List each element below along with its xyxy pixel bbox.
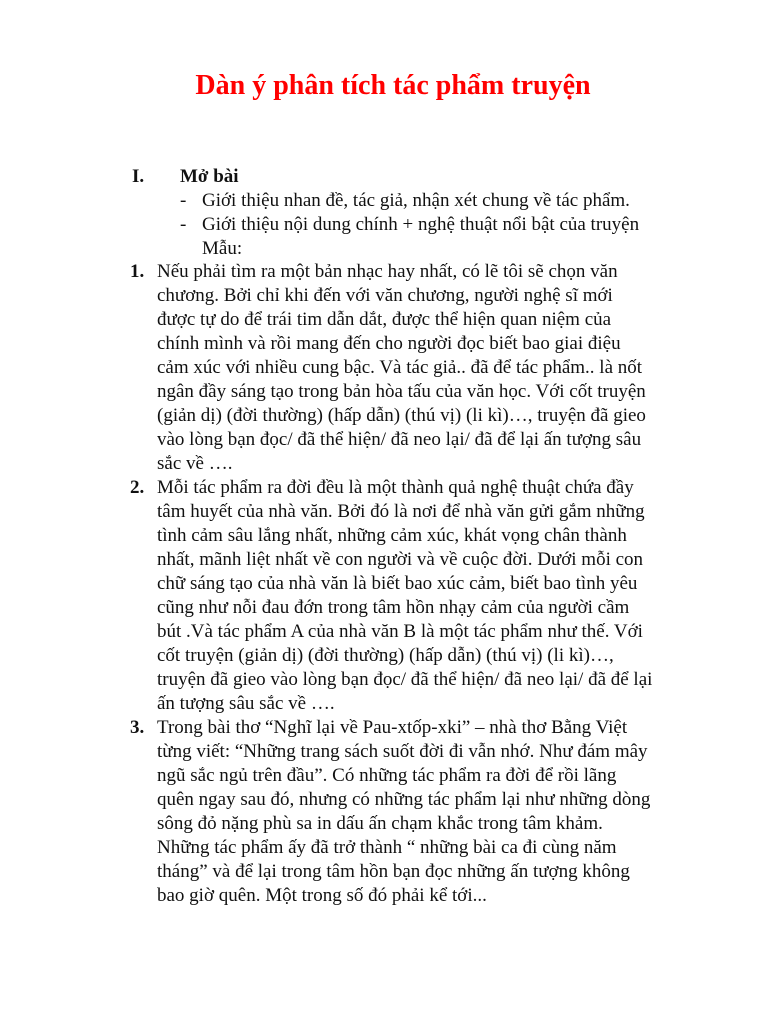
text-line: Mỗi tác phẩm ra đời đều là một thành quả nghệ thuật chứa đầy	[157, 477, 634, 498]
item-text	[157, 476, 700, 716]
section-bullet-list	[132, 189, 652, 261]
text-line: (giản dị) (đời thường) (hấp dẫn) (thú vị) (li kì)…, truyện đã gieo	[157, 405, 646, 426]
bullet-item	[132, 189, 652, 213]
text-line: bao giờ quên. Một trong số đó phải kể tới...	[157, 885, 487, 906]
bullet-item	[132, 213, 652, 261]
bullet-dash: -	[180, 190, 187, 211]
text-line: quên ngay sau đó, nhưng có những tác phẩm lại như những dòng	[157, 789, 651, 810]
text-line: cốt truyện (giản dị) (đời thường) (hấp dẫn) (thú vị) (li kì)…,	[157, 645, 614, 666]
text-line: truyện đã gieo vào lòng bạn đọc/ đã thể hiện/ đã neo lại/ đã để lại	[157, 669, 653, 690]
text-line: cũng như nỗi đau đớn trong tâm hồn nhạy cảm của người cầm	[157, 597, 630, 618]
numbered-list	[130, 260, 700, 908]
text-line: từng viết: “Những trang sách suốt đời đi vẫn nhớ. Như đám mây	[157, 741, 648, 762]
text-line: Trong bài thơ “Nghĩ lại về Pau-xtốp-xki” – nhà thơ Bằng Việt	[157, 717, 628, 738]
document-title: Dàn ý phân tích tác phẩm truyện	[195, 70, 591, 101]
item-number: 1.	[130, 261, 145, 282]
text-line: vào lòng bạn đọc/ đã thể hiện/ đã neo lại/ đã để lại ấn tượng sâu	[157, 429, 642, 450]
text-line: nhất, mãnh liệt nhất về con người và về cuộc đời. Dưới mỗi con	[157, 549, 644, 570]
section-title: Mở bài	[180, 166, 239, 187]
text-line: tình cảm sâu lắng nhất, những cảm xúc, khát vọng chân thành	[157, 525, 627, 546]
section-numeral: I.	[132, 166, 145, 187]
text-line: tâm huyết của nhà văn. Bởi đó là nơi để nhà văn gửi gắm những	[157, 501, 645, 522]
text-line: ngân đầy sáng tạo trong bản hòa tấu của văn học. Với cốt truyện	[157, 381, 646, 402]
bullet-dash: -	[180, 214, 187, 235]
text-line: ngũ sắc ngủ trên đầu”. Có những tác phẩm ra đời để rồi lãng	[157, 765, 617, 786]
text-line: chính mình và rồi mang đến cho người đọc biết bao giai điệu	[157, 333, 621, 354]
text-line: bút .Và tác phẩm A của nhà văn B là một tác phẩm như thế. Với	[157, 621, 643, 642]
bullet-text	[202, 213, 652, 261]
item-number: 2.	[130, 477, 145, 498]
list-item	[130, 260, 700, 476]
item-text	[157, 716, 700, 908]
section-intro	[132, 165, 652, 261]
bullet-text	[202, 189, 652, 213]
text-line: sông đỏ nặng phù sa in dấu ấn chạm khắc trong tâm khảm.	[157, 813, 603, 834]
text-line: Nếu phải tìm ra một bản nhạc hay nhất, có lẽ tôi sẽ chọn văn	[157, 261, 618, 282]
text-line: sắc về ….	[157, 453, 233, 474]
text-line: cảm xúc với nhiều cung bậc. Và tác giả.. đã để tác phẩm.. là nốt	[157, 357, 643, 378]
text-line: chữ sáng tạo của nhà văn là biết bao xúc cảm, biết bao tình yêu	[157, 573, 638, 594]
list-item	[130, 476, 700, 716]
text-line: được tự do để trái tim dẫn dắt, được thể hiện quan niệm của	[157, 309, 612, 330]
text-line: Mẫu:	[202, 238, 243, 259]
text-line: Những tác phẩm ấy đã trở thành “ những bài ca đi cùng năm	[157, 837, 617, 858]
item-number: 3.	[130, 717, 145, 738]
item-text	[157, 260, 700, 476]
section-heading	[132, 165, 652, 189]
text-line: chương. Bởi chỉ khi đến với văn chương, người nghệ sĩ mới	[157, 285, 613, 306]
text-line: Giới thiệu nhan đề, tác giả, nhận xét chung về tác phẩm.	[202, 190, 630, 211]
text-line: tháng” và để lại trong tâm hồn bạn đọc những ấn tượng không	[157, 861, 630, 882]
list-item	[130, 716, 700, 908]
text-line: ấn tượng sâu sắc về ….	[157, 693, 335, 714]
text-line: Giới thiệu nội dung chính + nghệ thuật nổi bật của truyện	[202, 214, 640, 235]
